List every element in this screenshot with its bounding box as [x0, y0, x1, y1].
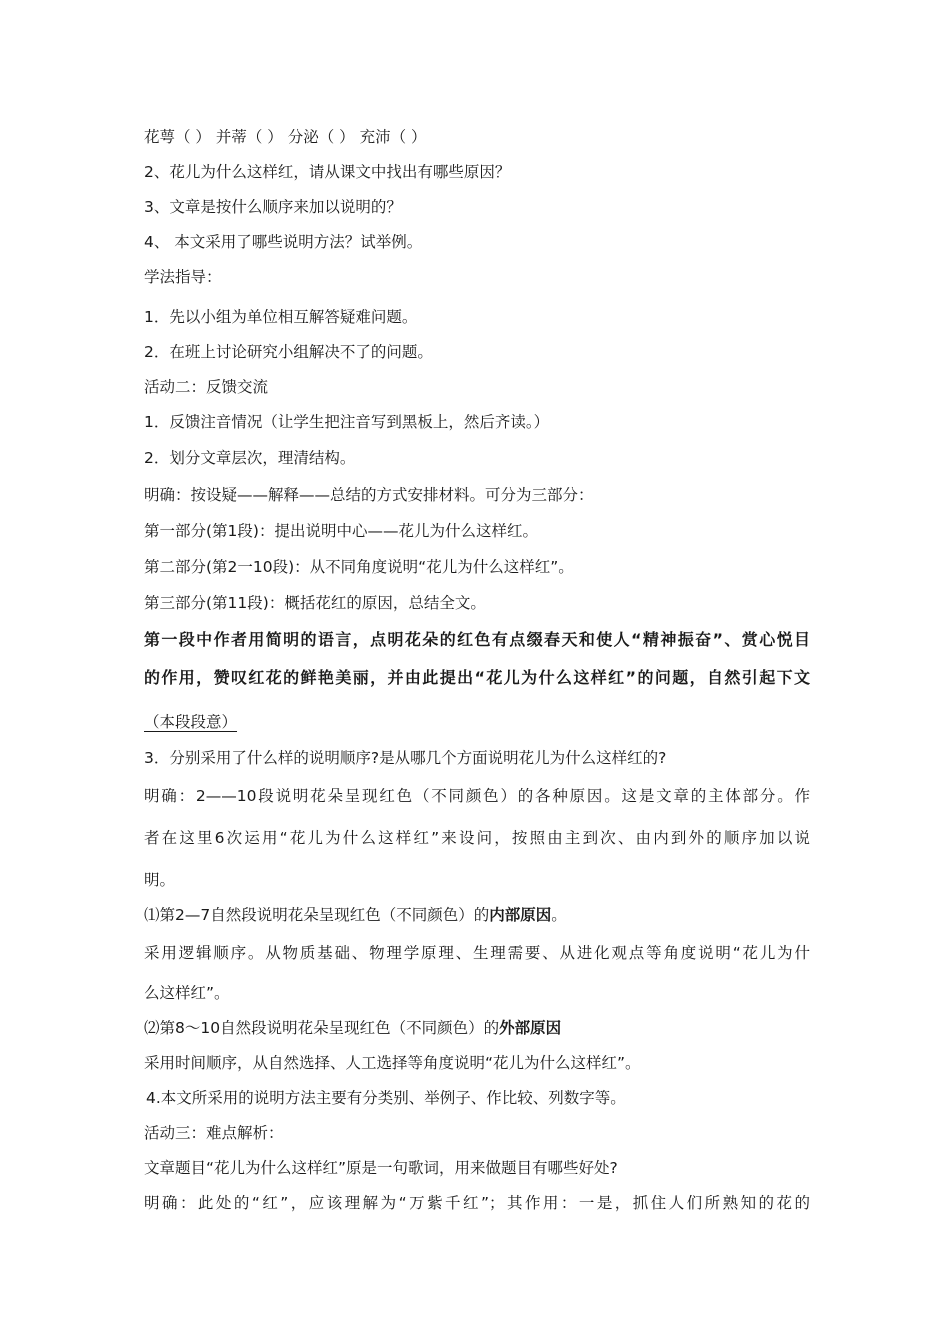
point-1-end: 。 [551, 906, 567, 924]
point-2-emphasis: 外部原因 [499, 1019, 562, 1037]
question-2: 2、花儿为什么这样红，请从课文中找出有哪些原因？ [144, 163, 511, 181]
point-1-detail-line-2: 么这样红”。 [144, 984, 230, 1002]
point-2-detail: 采用时间顺序，从自然选择、人工选择等角度说明“花儿为什么这样红”。 [144, 1054, 641, 1072]
title-answer-line-1: 明确：此处的“红”，应该理解为“万紫千红”；其作用：一是，抓住人们所熟知的花的 [144, 1194, 810, 1212]
paragraph-meaning-label: （本段段意） [144, 713, 238, 731]
answer-line-2: 者在这里6次运用“花儿为什么这样红”来设问，按照由主到次、由内到外的顺序加以说 [144, 829, 810, 847]
part-3: 第三部分(第11段)：概括花红的原因，总结全文。 [144, 594, 486, 612]
point-1 [144, 904, 810, 926]
question-3: 3、文章是按什么顺序来加以说明的？ [144, 198, 402, 216]
section-heading-activity-3: 活动三：难点解析： [144, 1124, 284, 1142]
point-1-detail-line-1: 采用逻辑顺序。从物质基础、物理学原理、生理需要、从进化观点等角度说明“花儿为什 [144, 944, 810, 962]
answer-line-1: 明确：2——10段说明花朵呈现红色（不同颜色）的各种原因。这是文章的主体部分。作 [144, 787, 810, 805]
method-summary: 4.本文所采用的说明方法主要有分类别、举例子、作比较、列数字等。 [146, 1089, 626, 1107]
point-2 [144, 1017, 810, 1039]
title-question: 文章题目“花儿为什么这样红”原是一句歌词，用来做题目有哪些好处? [144, 1159, 618, 1177]
activity-2-item-2: 2．划分文章层次，理清结构。 [144, 449, 356, 467]
section-heading-activity-2: 活动二：反馈交流 [144, 378, 269, 396]
question-4: 4、 本文采用了哪些说明方法？试举例。 [144, 233, 423, 251]
bold-paragraph-line-2: 的作用，赞叹红花的鲜艳美丽，并由此提出“花儿为什么这样红”的问题，自然引起下文 [144, 668, 810, 687]
point-1-text: ⑴第2—7自然段说明花朵呈现红色（不同颜色）的 [144, 906, 490, 924]
guide-item-1: 1．先以小组为单位相互解答疑难问题。 [144, 308, 418, 326]
answer-structure: 明确：按设疑——解释——总结的方式安排材料。可分为三部分： [144, 486, 594, 504]
part-1: 第一部分(第1段)：提出说明中心——花儿为什么这样红。 [144, 522, 538, 540]
question-3-order: 3．分别采用了什么样的说明顺序?是从哪几个方面说明花儿为什么这样红的? [144, 749, 667, 767]
part-2: 第二部分(第2一10段)：从不同角度说明“花儿为什么这样红”。 [144, 558, 574, 576]
bold-paragraph-line-1: 第一段中作者用简明的语言，点明花朵的红色有点缀春天和使人“精神振奋”、赏心悦目 [144, 630, 810, 649]
answer-line-3: 明。 [144, 871, 176, 889]
activity-2-item-1: 1．反馈注音情况（让学生把注音写到黑板上，然后齐读。） [144, 413, 550, 431]
point-1-emphasis: 内部原因 [489, 906, 552, 924]
point-2-text: ⑵第8～10自然段说明花朵呈现红色（不同颜色）的 [144, 1019, 500, 1037]
vocab-blanks-line: 花萼（ ） 并蒂（ ） 分泌（ ） 充沛（ ） [144, 128, 427, 146]
guide-item-2: 2．在班上讨论研究小组解决不了的问题。 [144, 343, 433, 361]
section-heading-study-guide: 学法指导： [144, 268, 222, 286]
